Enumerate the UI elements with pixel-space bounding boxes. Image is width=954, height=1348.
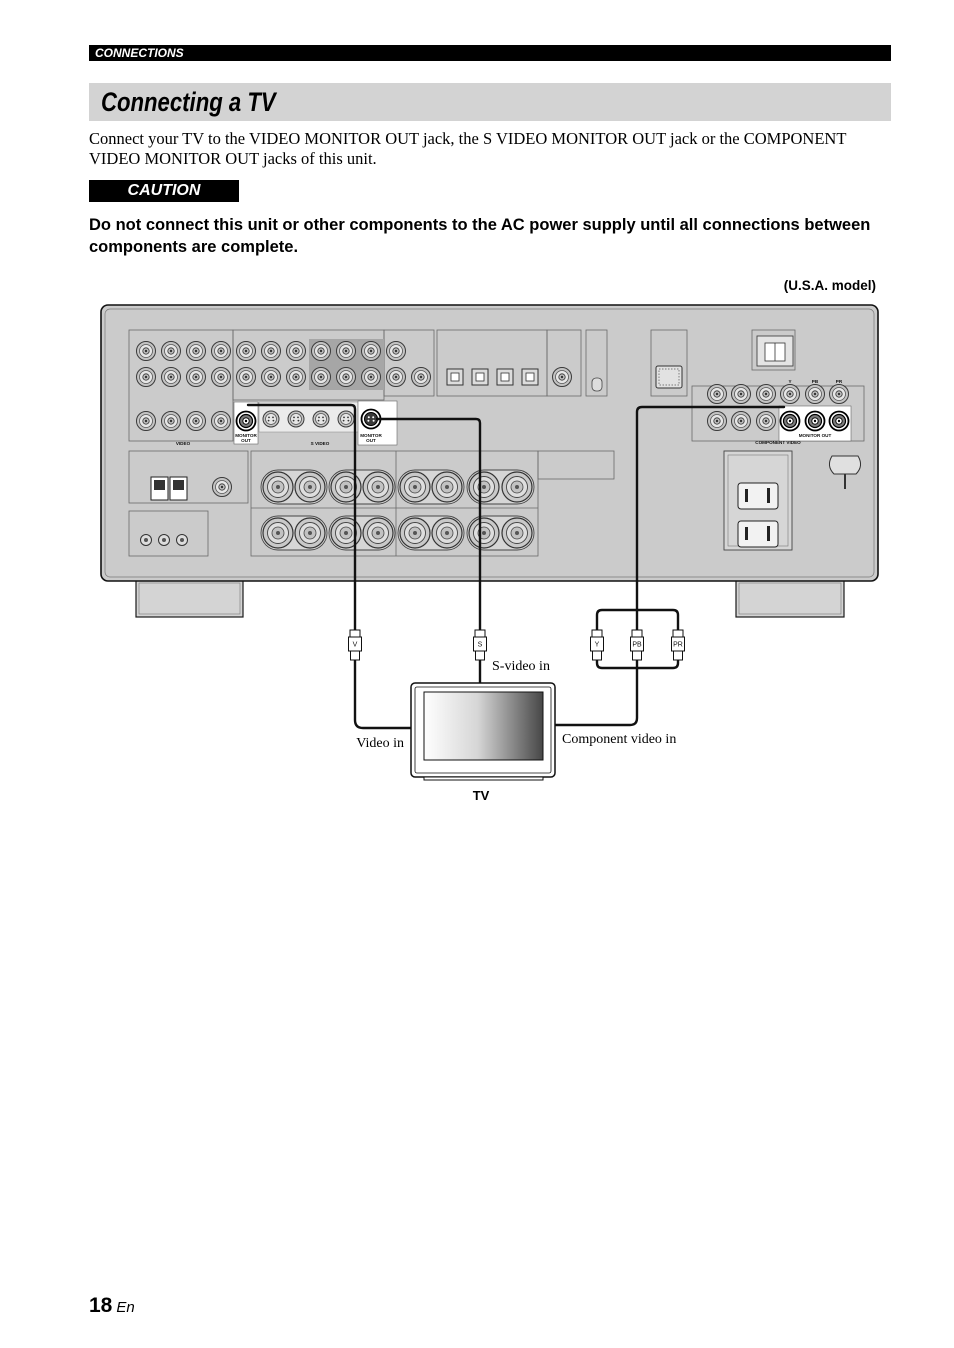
s-video-plug-label: S [477, 641, 483, 649]
optical-jack [447, 369, 463, 385]
rca-jack [553, 368, 572, 387]
speaker-clip-lever [173, 480, 184, 490]
intro-paragraph: Connect your TV to the VIDEO MONITOR OUT jack, the S VIDEO MONITOR OUT jack or the COMPONENT VIDEO MONITOR OUT jacks of this unit. [89, 129, 847, 168]
rca-jack [387, 342, 406, 361]
rca-jack [187, 412, 206, 431]
ac-outlet-slot [767, 526, 770, 541]
receiver-feet [136, 579, 844, 617]
dock-slot [592, 378, 602, 391]
rca-jack [757, 385, 776, 404]
component-y-plug-label: Y [594, 641, 600, 649]
rca-jack [312, 368, 331, 387]
page-footer [89, 1294, 135, 1318]
rca-jack [212, 368, 231, 387]
rca-jack [757, 412, 776, 431]
rca-jack [412, 368, 431, 387]
speaker-terminal [331, 472, 361, 502]
speaker-terminal [400, 518, 430, 548]
ac-outlet [738, 483, 778, 509]
rca-jack [262, 368, 281, 387]
tv-stand [424, 777, 543, 780]
remote-connector [656, 366, 682, 388]
speaker-clip-lever [154, 480, 165, 490]
trigger-jack [159, 535, 170, 546]
rca-jack [708, 385, 727, 404]
component-monitor-out-label: MONITOR OUT [798, 433, 832, 438]
component-pr-plug-label: PR [673, 641, 683, 649]
speaker-terminal [363, 472, 393, 502]
speaker-terminal [502, 518, 532, 548]
rca-jack [187, 342, 206, 361]
rca-jack [162, 368, 181, 387]
tv-label: TV [472, 788, 490, 803]
video-in-label: Video in [356, 736, 404, 751]
rca-jack [362, 368, 381, 387]
section-header-label: CONNECTIONS [95, 46, 184, 60]
rca-jack [781, 385, 800, 404]
speaker-terminal [363, 518, 393, 548]
section-header-bar [89, 45, 891, 61]
component-video-in-label: Component video in [562, 732, 677, 747]
rca-jack [806, 385, 825, 404]
speaker-terminal [331, 518, 361, 548]
tv-screen [424, 692, 543, 760]
speaker-terminal [263, 472, 293, 502]
video-monitor-out-jack [237, 412, 256, 431]
speaker-terminal [295, 472, 325, 502]
s-video-monitor-out-label-2: OUT [366, 438, 376, 443]
s-video-jack [263, 411, 279, 427]
rca-jack [187, 368, 206, 387]
rca-jack [830, 385, 849, 404]
ac-outlets [724, 451, 792, 550]
speaker-terminal [469, 518, 499, 548]
rca-jack [337, 368, 356, 387]
rca-jack [162, 342, 181, 361]
component-pb-plug-label: PB [632, 641, 642, 649]
language-code: En [116, 1299, 135, 1316]
rca-jack [732, 412, 751, 431]
component-cable-lower [555, 660, 637, 725]
rca-jack [732, 385, 751, 404]
speaker-terminal [400, 472, 430, 502]
page-number: 18 [89, 1294, 113, 1317]
s-video-in-label: S-video in [492, 659, 550, 674]
speaker-terminal [263, 518, 293, 548]
speaker-terminal [432, 472, 462, 502]
caution-text: Do not connect this unit or other components to the AC power supply until all connections between components are complete. [89, 216, 871, 256]
rca-jack [287, 368, 306, 387]
video-plug-label: V [352, 641, 358, 649]
ac-outlet-slot [745, 527, 748, 540]
tv-illustration [411, 683, 555, 780]
rca-jack [137, 368, 156, 387]
s-video-jack [313, 411, 329, 427]
rca-jack [387, 368, 406, 387]
s-video-label: S VIDEO [310, 441, 330, 446]
page-title: Connecting a TV [101, 87, 276, 117]
optical-jack [497, 369, 513, 385]
rca-jack [212, 342, 231, 361]
component-monitor-out-jack [830, 412, 849, 431]
ac-outlet-slot [745, 489, 748, 502]
rca-jack [362, 342, 381, 361]
trigger-jack [177, 535, 188, 546]
speaker-terminal [432, 518, 462, 548]
component-y-label: Y [788, 379, 792, 384]
component-monitor-out-jack [806, 412, 825, 431]
video-monitor-out-label-1: MONITOR [235, 433, 257, 438]
rca-jack [237, 368, 256, 387]
antenna-terminal [757, 336, 793, 366]
component-pb-label: PB [811, 379, 819, 384]
speaker-terminal [295, 518, 325, 548]
right-foot [736, 579, 844, 617]
video-monitor-out-label-2: OUT [241, 438, 251, 443]
cable-plugs [349, 630, 685, 660]
speaker-terminal [502, 472, 532, 502]
rca-jack [337, 342, 356, 361]
power-cord-plug [829, 456, 860, 474]
optical-jack [472, 369, 488, 385]
rca-jack [137, 342, 156, 361]
ac-outlet-slot [767, 488, 770, 503]
rca-jack [137, 412, 156, 431]
left-foot [136, 579, 243, 617]
component-video-label: COMPONENT VIDEO [755, 440, 801, 445]
rca-jack [162, 412, 181, 431]
ac-outlet [738, 521, 778, 547]
rca-jack [212, 412, 231, 431]
s-video-jack [288, 411, 304, 427]
optical-jack [522, 369, 538, 385]
model-note: (U.S.A. model) [783, 278, 876, 293]
component-pr-label: PR [835, 379, 843, 384]
s-video-monitor-out-label-1: MONITOR [360, 433, 382, 438]
rca-jack [237, 342, 256, 361]
video-cable-lower [355, 660, 411, 728]
component-monitor-out-jack [781, 412, 800, 431]
rca-jack [262, 342, 281, 361]
video-label: VIDEO [175, 441, 191, 446]
speaker-terminal [469, 472, 499, 502]
rca-jack [287, 342, 306, 361]
trigger-jack [141, 535, 152, 546]
caution-badge: CAUTION [89, 180, 239, 202]
rca-jack [312, 342, 331, 361]
receiver-to-tv-connection-diagram [0, 295, 954, 815]
s-video-jack [338, 411, 354, 427]
page-title-box [89, 83, 891, 121]
rca-jack [708, 412, 727, 431]
rca-jack [213, 478, 232, 497]
